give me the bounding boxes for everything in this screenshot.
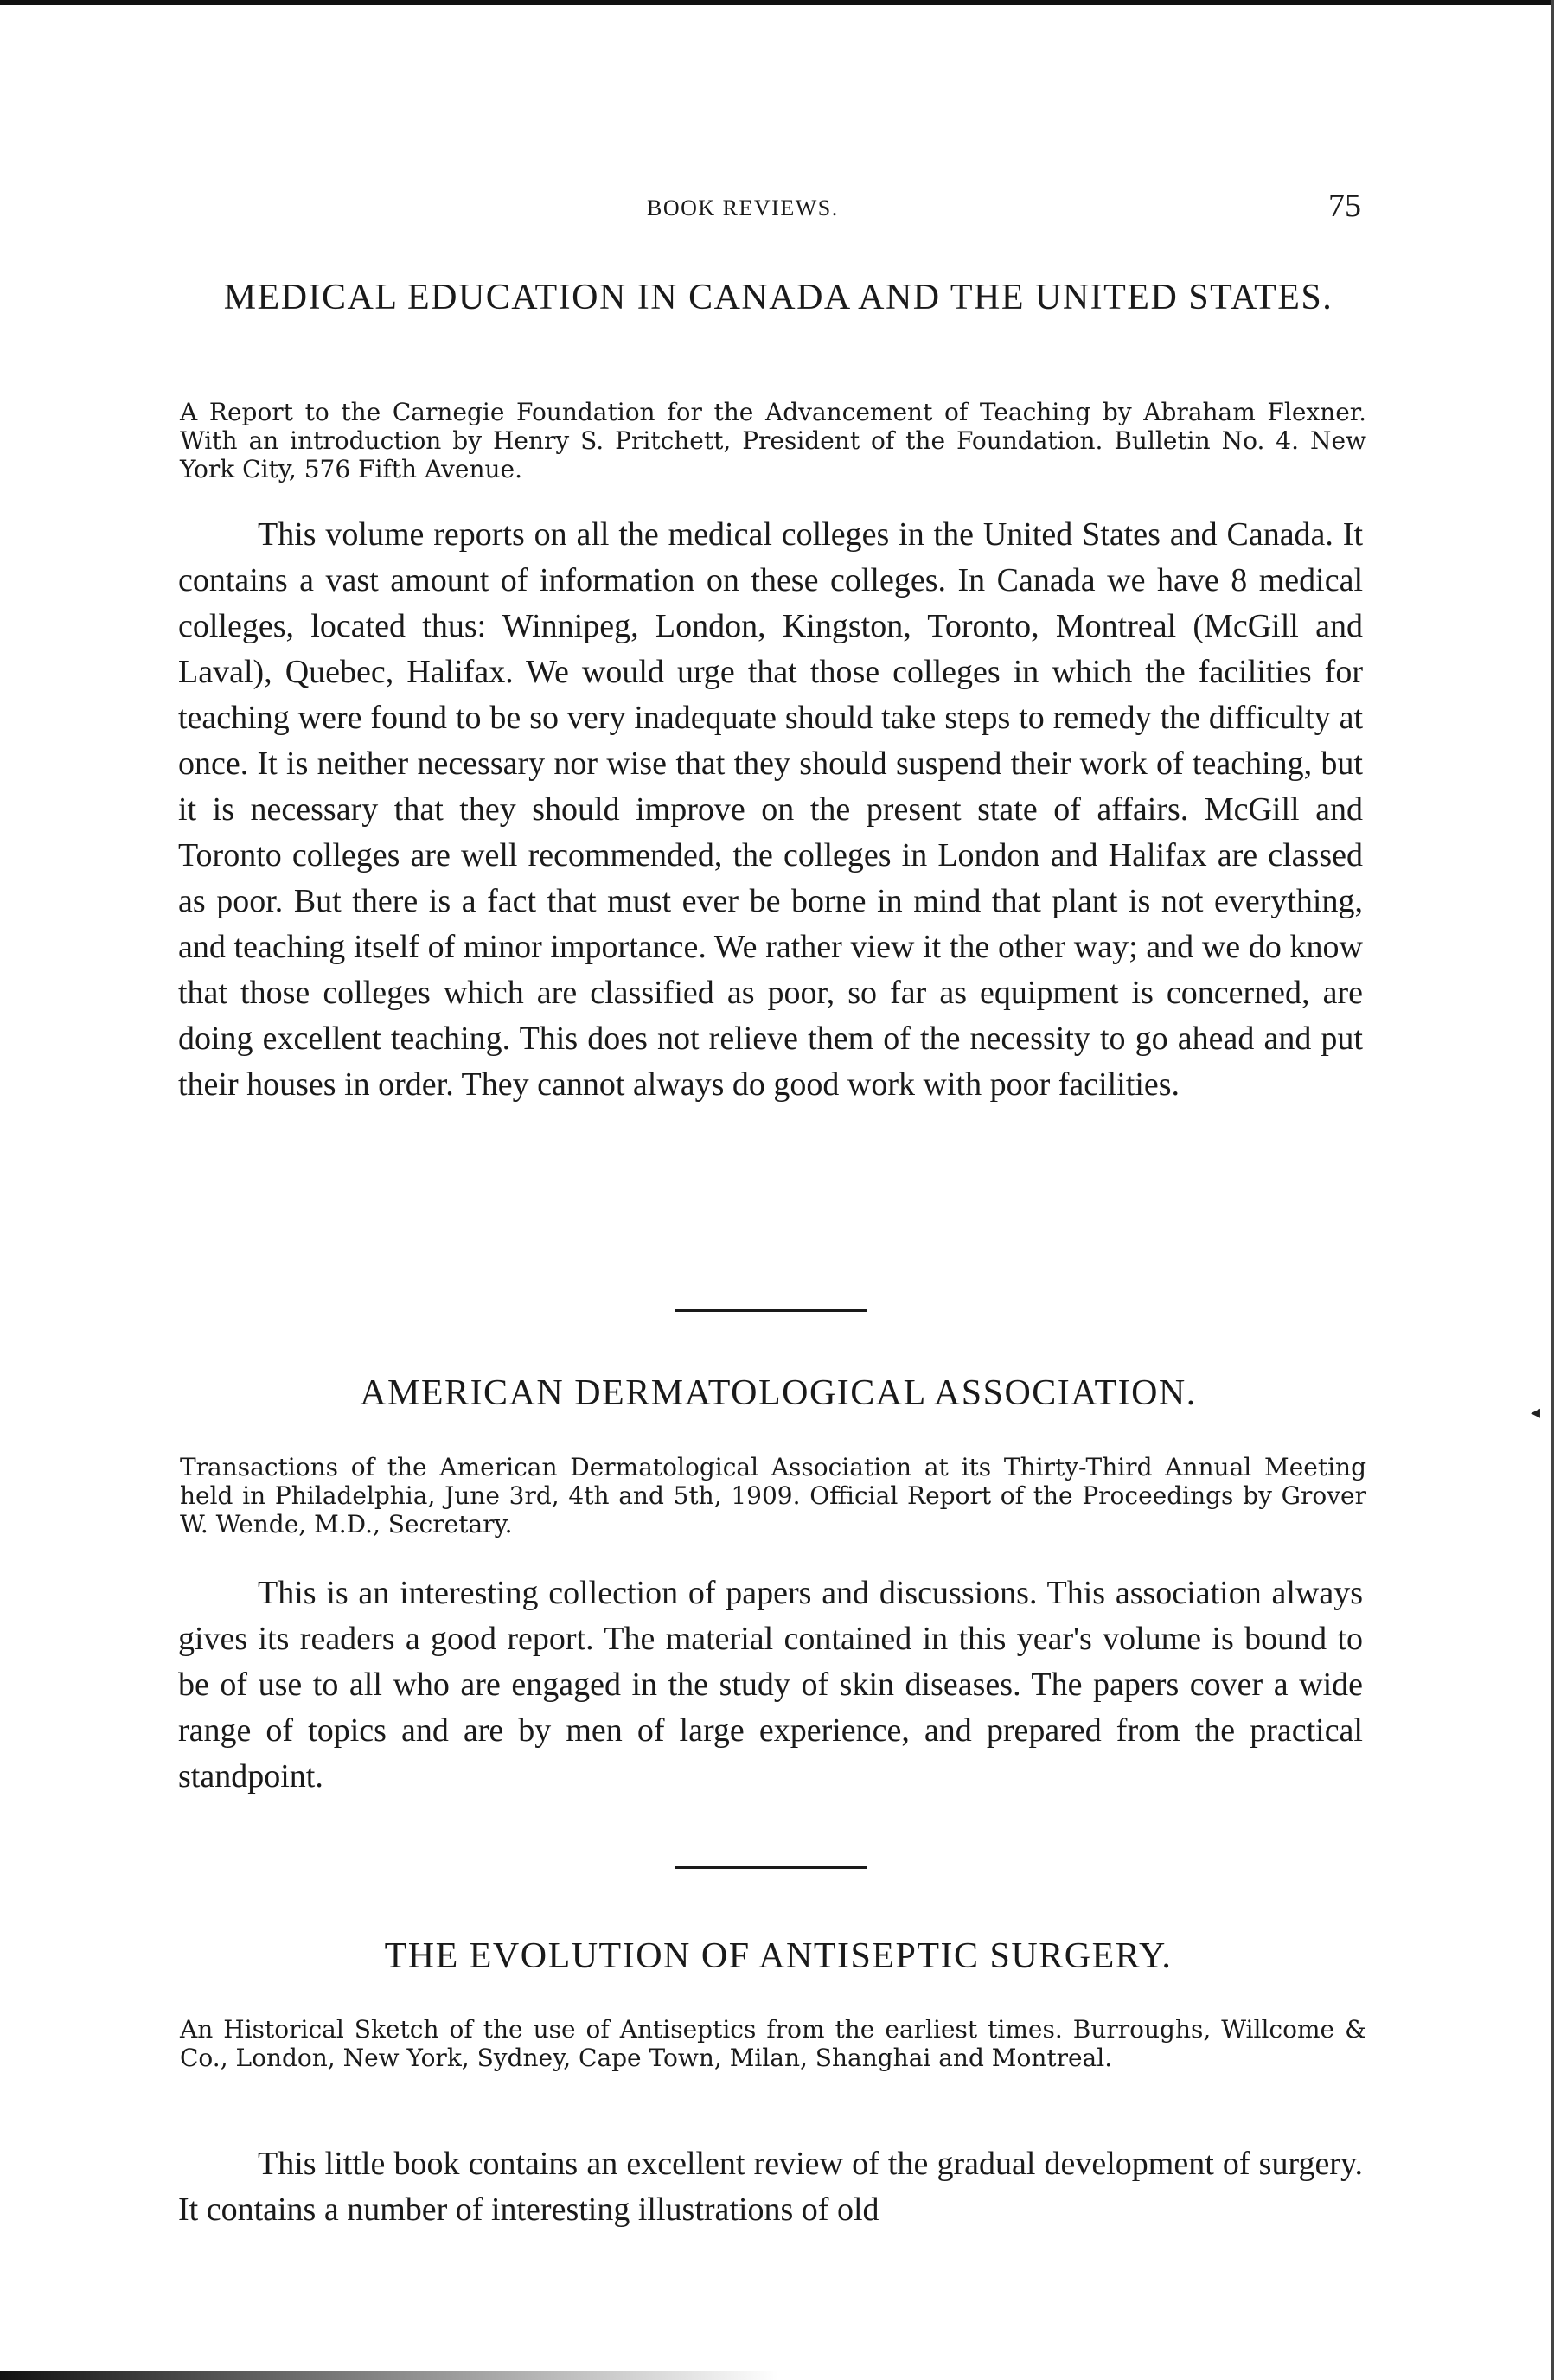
section-title-antiseptic-surgery: THE EVOLUTION OF ANTISEPTIC SURGERY. <box>384 1936 1173 1976</box>
section-title-dermatological-association: AMERICAN DERMATOLOGICAL ASSOCIATION. <box>360 1373 1197 1413</box>
review-body-dermatological-association: This is an interesting collection of papers and discussions. This association always gives its readers a good report. The material contained in this year's volume is bound to be of use to all who are engaged in the study of skin diseases. The papers cover a wide range of topics and are by men of large experience, and prepared from the practical standpoint. <box>178 1575 1363 1795</box>
section-divider <box>675 1866 867 1869</box>
scan-speck: ◂ <box>1531 1401 1541 1423</box>
citation-medical-education: A Report to the Carnegie Foundation for the Advancement of Teaching by Abraham Flexner. With an introduction by Henry S. Pritchett, President of the Foundation. Bulletin No. 4. New York City, 576 Fifth Avenue. <box>180 398 1366 483</box>
page-number: 75 <box>1328 188 1361 224</box>
citation-dermatological-association: Transactions of the American Dermatological Association at its Thirty-Third Annual Meeting held in Philadelphia, June 3rd, 4th and 5th, 1909. Official Report of the Proceedings by Grover W. Wende, M.D., Secretary. <box>180 1453 1366 1539</box>
review-body-medical-education: This volume reports on all the medical colleges in the United States and Canada. It contains a vast amount of information on these colleges. In Canada we have 8 medical colleges, located thus: Winnipeg, London, Kingston, Toronto, Montreal (McGill and Laval), Quebec, Halifax. We would urge that those colleges in which the facilities for teaching were found to be so very inadequate should take steps to remedy the difficulty at once. It is neither necessary nor wise that they should suspend their work of teaching, but it is necessary that they should improve on the present state of affairs. McGill and Toronto colleges are well recommended, the colleges in London and Halifax are classed as poor. But there is a fact that must ever be borne in mind that plant is not everything, and teaching itself of minor importance. We rather view it the other way; and we do know that those colleges which are classified as poor, so far as equipment is concerned, are doing excellent teaching. This does not relieve them of the necessity to go ahead and put their houses in order. They cannot always do good work with poor facilities. <box>178 516 1363 1103</box>
scan-edge-top <box>0 0 1554 5</box>
citation-antiseptic-surgery: An Historical Sketch of the use of Antiseptics from the earliest times. Burroughs, Willcome & Co., London, New York, Sydney, Cape Town, Milan, Shanghai and Montreal. <box>180 2015 1366 2072</box>
section-divider <box>675 1309 867 1312</box>
running-head-title: BOOK REVIEWS. <box>647 195 839 221</box>
review-body-antiseptic-surgery: This little book contains an excellent review of the gradual development of surgery. It contains a number of interesting illustrations of old <box>178 2146 1363 2228</box>
running-head <box>0 187 1554 224</box>
section-title-medical-education: MEDICAL EDUCATION IN CANADA AND THE UNITED STATES. <box>223 278 1333 317</box>
scan-edge-bottom <box>0 2371 778 2380</box>
scan-edge-right <box>1551 0 1554 2380</box>
